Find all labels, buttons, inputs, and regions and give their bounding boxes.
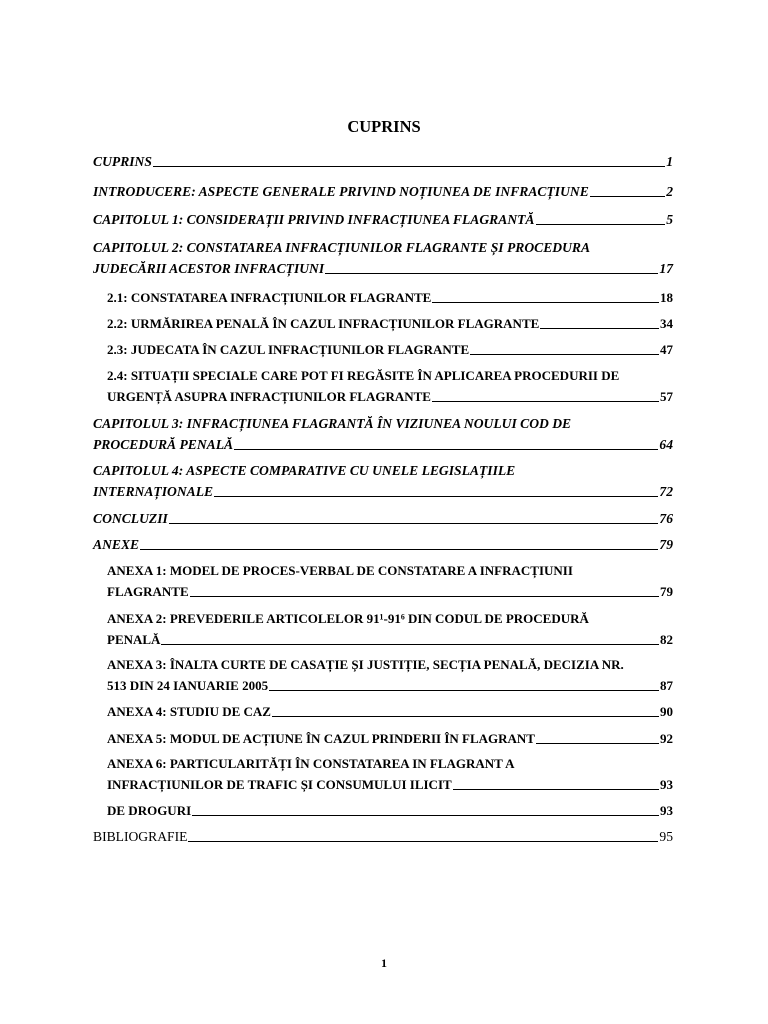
toc-leader-line xyxy=(214,496,658,497)
toc-leader-line xyxy=(470,354,659,355)
toc-entry[interactable] xyxy=(93,753,673,795)
toc-entry-text: ANEXA 5: MODUL DE ACȚIUNE ÎN CAZUL PRINDERII ÎN FLAGRANT xyxy=(107,731,535,746)
toc-page-number: 93 xyxy=(660,803,673,818)
toc-entry[interactable] xyxy=(93,365,673,407)
toc-page-number: 90 xyxy=(660,704,673,719)
toc-entry-text: PROCEDURĂ PENALĂ xyxy=(93,437,234,452)
toc-entry[interactable] xyxy=(93,181,673,202)
toc-entry[interactable] xyxy=(93,701,673,722)
toc-entry[interactable] xyxy=(93,237,673,279)
toc-leader-line xyxy=(192,815,659,816)
toc-leader-line xyxy=(269,690,659,691)
toc-leader-line xyxy=(234,449,658,450)
toc-entry[interactable] xyxy=(93,151,673,172)
toc-page-number: 1 xyxy=(666,154,673,169)
toc-leader-line xyxy=(540,328,659,329)
toc-page-number: 18 xyxy=(660,290,673,305)
toc-page-number: 93 xyxy=(660,777,673,792)
toc-entry[interactable] xyxy=(93,413,673,455)
toc-page-number: 5 xyxy=(666,212,673,227)
toc-leader-line xyxy=(153,166,665,167)
toc-leader-line xyxy=(140,549,658,550)
toc-leader-line xyxy=(161,644,659,645)
toc-entry[interactable] xyxy=(93,460,673,502)
toc-leader-line xyxy=(325,273,658,274)
toc-entry[interactable] xyxy=(93,608,673,650)
toc-entry-text: INTRODUCERE: ASPECTE GENERALE PRIVIND NOȚIUNEA DE INFRACȚIUNE xyxy=(93,184,589,199)
toc-entry-text: ANEXA 3: ÎNALTA CURTE DE CASAȚIE ȘI JUSTIȚIE, SECȚIA PENALĂ, DECIZIA NR. xyxy=(107,657,624,672)
toc-leader-line xyxy=(536,743,659,744)
toc-page-number: 76 xyxy=(659,511,673,526)
toc-entry-text: INTERNAȚIONALE xyxy=(93,484,214,499)
toc-leader-line xyxy=(190,596,659,597)
toc-entry-text: 2.1: CONSTATAREA INFRACȚIUNILOR FLAGRANTE xyxy=(107,290,432,305)
page-title: CUPRINS xyxy=(347,117,421,136)
toc-page-number: 72 xyxy=(659,484,673,499)
toc-entry[interactable] xyxy=(93,339,673,360)
toc-page-number: 17 xyxy=(659,261,673,276)
toc-entry-text: JUDECĂRII ACESTOR INFRACȚIUNI xyxy=(93,261,325,276)
toc-entry-text: ANEXA 1: MODEL DE PROCES-VERBAL DE CONSTATARE A INFRACȚIUNII xyxy=(107,563,573,578)
toc-entry-text: FLAGRANTE xyxy=(107,584,189,599)
toc-page-number: 2 xyxy=(666,184,673,199)
toc-leader-line xyxy=(453,789,659,790)
toc-leader-line xyxy=(272,716,659,717)
toc-leader-line xyxy=(536,224,666,225)
toc-entry[interactable] xyxy=(93,800,673,821)
toc-leader-line xyxy=(432,401,659,402)
toc-entry[interactable] xyxy=(93,728,673,749)
table-of-contents xyxy=(93,146,673,847)
toc-entry-text: CAPITOLUL 3: INFRACȚIUNEA FLAGRANTĂ ÎN VIZIUNEA NOULUI COD DE xyxy=(93,416,572,431)
toc-page-number: 47 xyxy=(660,342,673,357)
toc-entry[interactable] xyxy=(93,560,673,602)
toc-entry-text: BIBLIOGRAFIE xyxy=(93,829,188,844)
toc-page-number: 79 xyxy=(659,537,673,552)
toc-entry-text: CAPITOLUL 1: CONSIDERAȚII PRIVIND INFRACȚIUNEA FLAGRANTĂ xyxy=(93,212,535,227)
toc-entry-text: CAPITOLUL 4: ASPECTE COMPARATIVE CU UNELE LEGISLAȚIILE xyxy=(93,463,516,478)
toc-entry-text: ANEXA 2: PREVEDERILE ARTICOLELOR 91¹-91⁶ DIN CODUL DE PROCEDURĂ xyxy=(107,611,589,626)
toc-leader-line xyxy=(188,841,658,842)
toc-leader-line xyxy=(432,302,659,303)
toc-entry-text: CONCLUZII xyxy=(93,511,168,526)
toc-entry-text: ANEXA 4: STUDIU DE CAZ xyxy=(107,704,271,719)
toc-page-number: 82 xyxy=(660,632,673,647)
toc-entry[interactable] xyxy=(93,534,673,555)
toc-entry-text: 2.4: SITUAȚII SPECIALE CARE POT FI REGĂSITE ÎN APLICAREA PROCEDURII DE xyxy=(107,368,620,383)
toc-page-number: 57 xyxy=(660,389,673,404)
toc-entry[interactable] xyxy=(93,287,673,308)
toc-entry[interactable] xyxy=(93,826,673,847)
toc-entry-text: 2.3: JUDECATA ÎN CAZUL INFRACȚIUNILOR FLAGRANTE xyxy=(107,342,470,357)
toc-entry-text: 513 DIN 24 IANUARIE 2005 xyxy=(107,678,269,693)
toc-page-number: 95 xyxy=(659,829,673,844)
toc-page-number: 64 xyxy=(659,437,673,452)
toc-page-number: 79 xyxy=(660,584,673,599)
toc-entry-text: INFRACȚIUNILOR DE TRAFIC ȘI CONSUMULUI ILICIT xyxy=(107,777,452,792)
toc-entry[interactable] xyxy=(93,209,673,230)
toc-leader-line xyxy=(590,196,665,197)
toc-entry-text: URGENȚĂ ASUPRA INFRACȚIUNILOR FLAGRANTE xyxy=(107,389,431,404)
toc-entry-text: ANEXE xyxy=(93,537,140,552)
toc-entry-text: PENALĂ xyxy=(107,632,161,647)
toc-page-number: 34 xyxy=(660,316,673,331)
toc-entry-text: DE DROGURI xyxy=(107,803,192,818)
toc-entry[interactable] xyxy=(93,654,673,696)
toc-entry-text: 2.2: URMĂRIREA PENALĂ ÎN CAZUL INFRACȚIUNILOR FLAGRANTE xyxy=(107,316,540,331)
toc-entry[interactable] xyxy=(93,508,673,529)
page-number: 1 xyxy=(381,956,387,970)
toc-entry-text: CUPRINS xyxy=(93,154,152,169)
toc-entry-text: ANEXA 6: PARTICULARITĂȚI ÎN CONSTATAREA IN FLAGRANT A xyxy=(107,756,515,771)
toc-page-number: 87 xyxy=(660,678,673,693)
toc-page-number: 92 xyxy=(660,731,673,746)
toc-entry[interactable] xyxy=(93,313,673,334)
toc-leader-line xyxy=(169,523,659,524)
toc-entry-text: CAPITOLUL 2: CONSTATAREA INFRACȚIUNILOR FLAGRANTE ȘI PROCEDURA xyxy=(93,240,591,255)
